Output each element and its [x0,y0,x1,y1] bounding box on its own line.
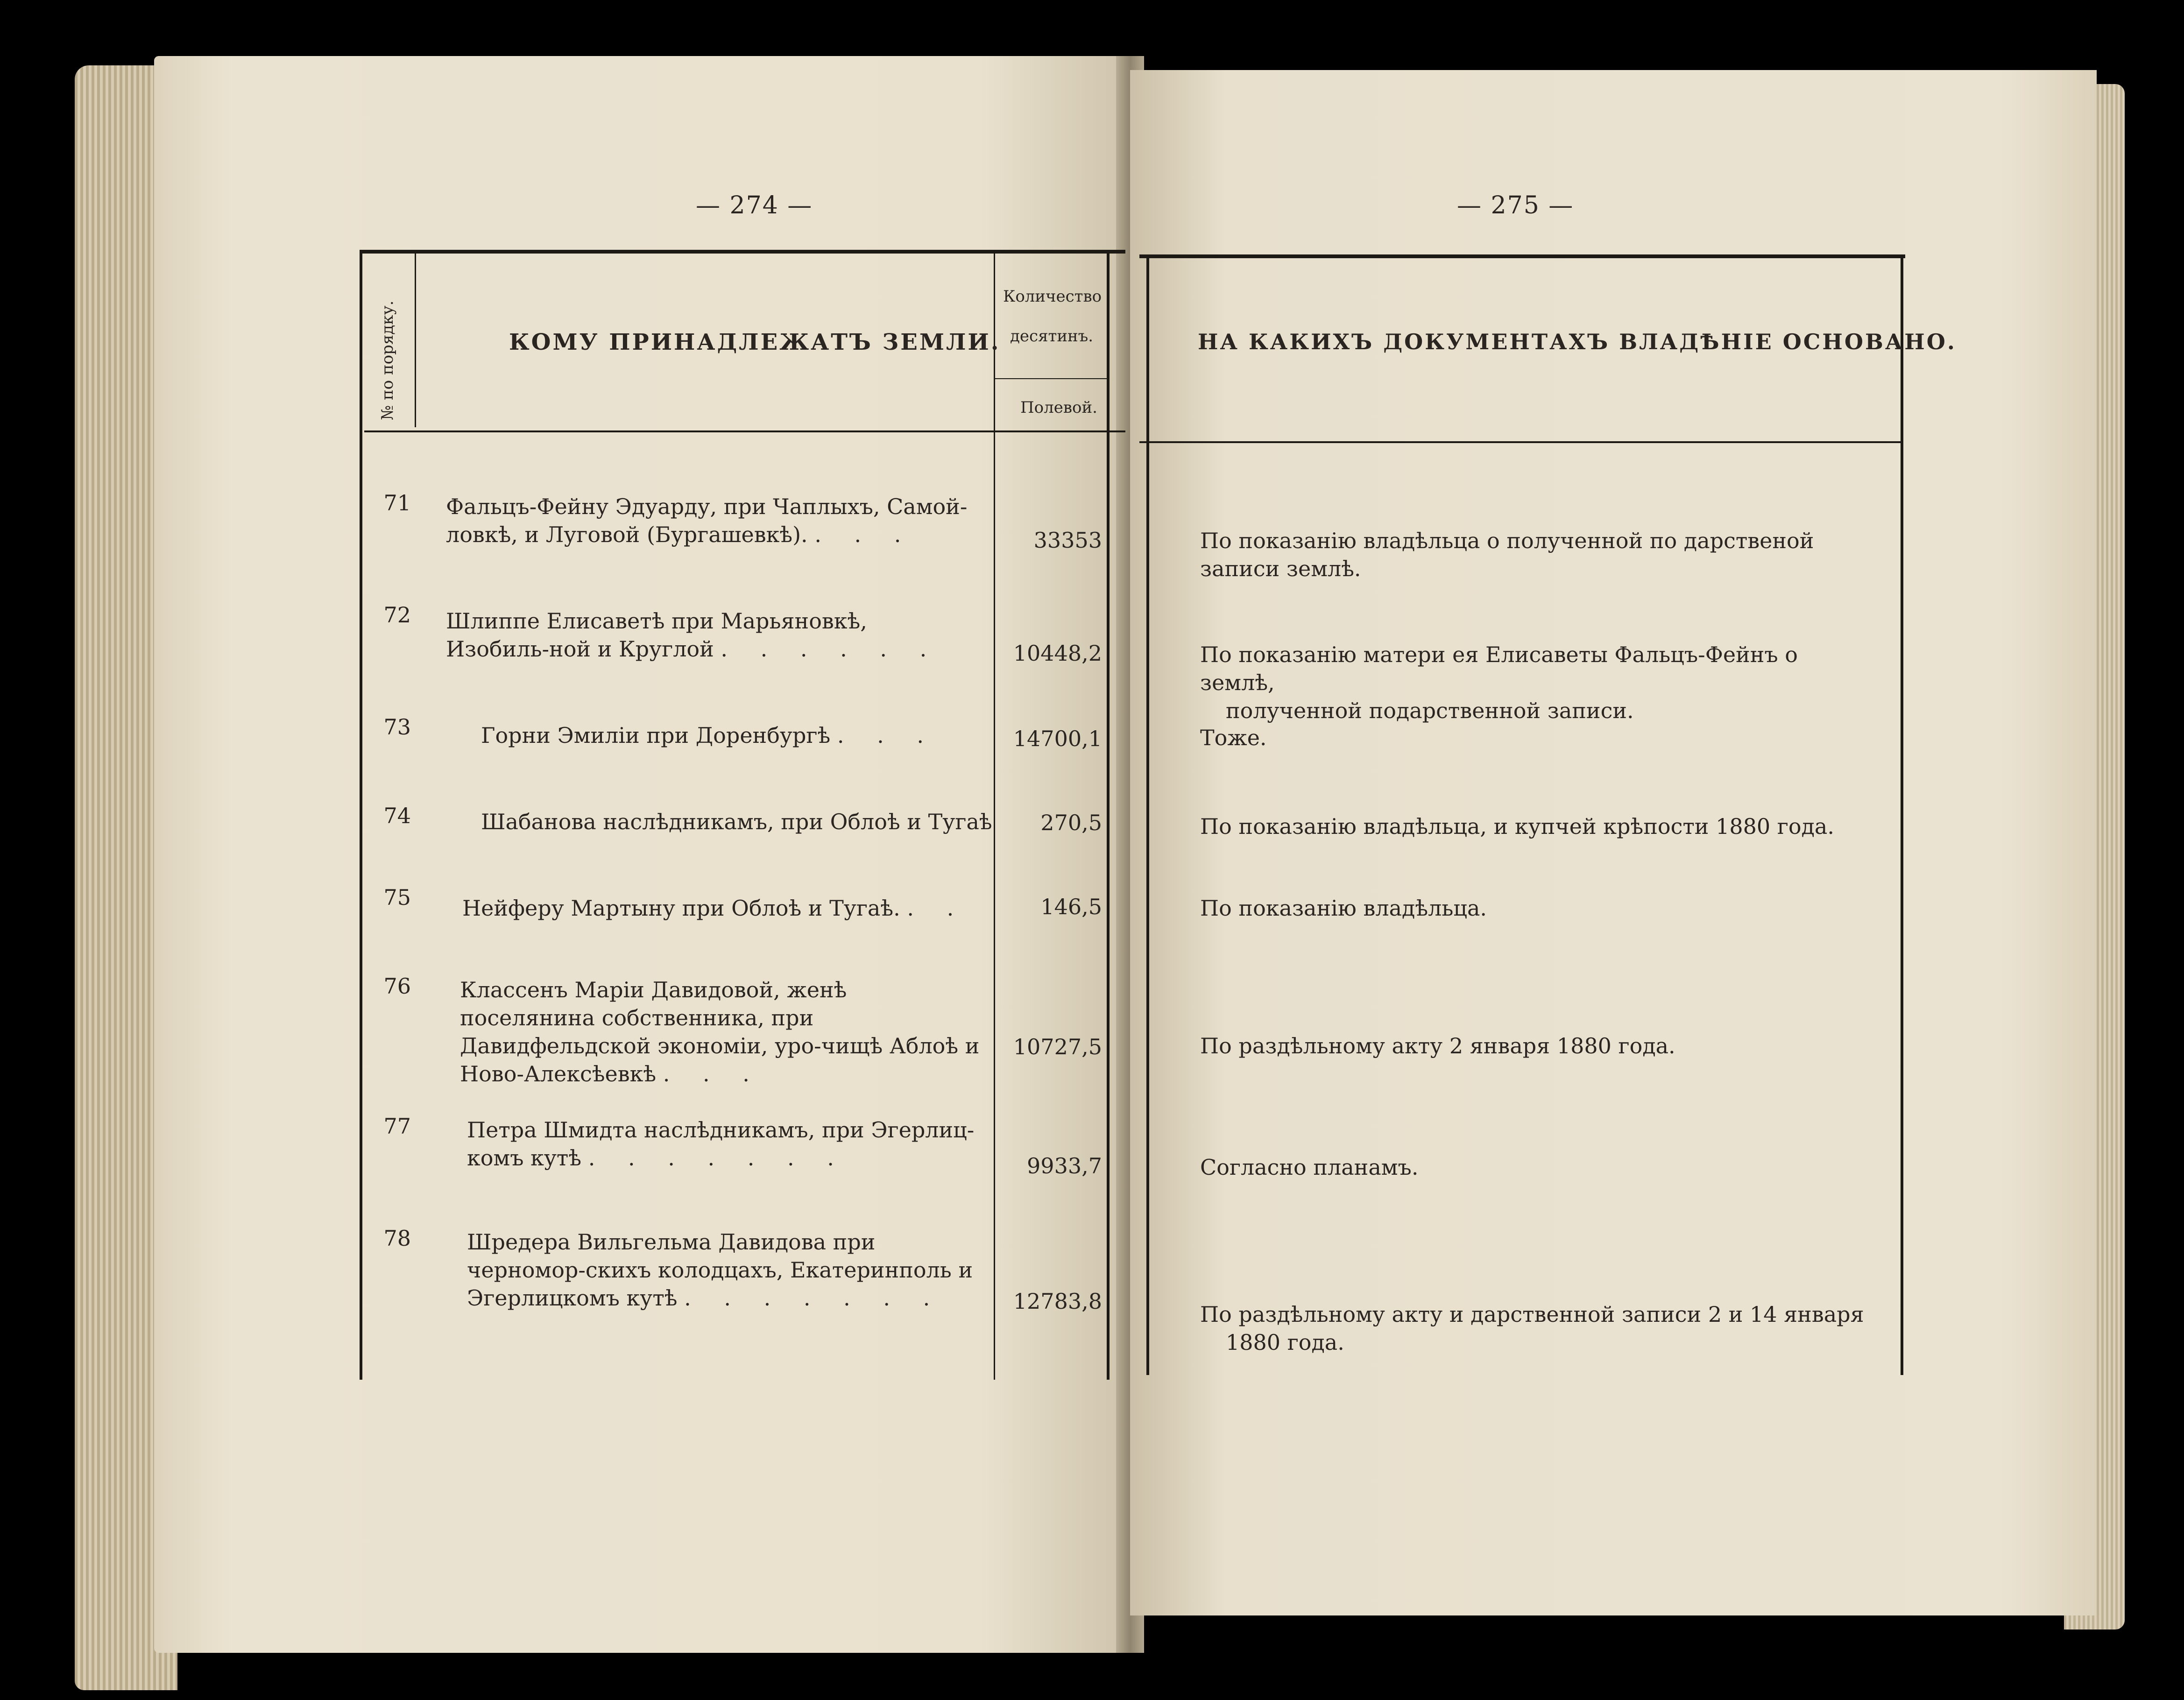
left-table-top-rule [360,250,1125,254]
row-number: 71 [383,490,411,515]
list-item: По раздѣльному акту и дарственной записи 2 и 14 января 1880 года. [1200,1302,1864,1355]
row-number: 72 [383,602,411,628]
order-number-header: № по порядку. [378,300,397,420]
right-table-right-rule [1901,254,1903,1375]
row-number: 78 [383,1226,411,1251]
left-table-left-rule [360,250,362,1380]
list-item: Согласно планамъ. [1200,1155,1419,1180]
right-header-rule [1139,441,1901,443]
left-header-rule [364,430,1125,432]
owner-name: Шредера Вильгельма Давидова при черномор-скихъ колодцахъ, Екатеринполь и Эгерлицкомъ кутѣ . . . . . . . [467,1229,973,1311]
area-value: 10448,2 [1013,641,1102,666]
owner-name: Фальцъ-Фейну Эдуарду, при Чаплыхъ, Самой-ловкѣ, и Луговой (Бургашевкѣ). . . . [446,494,968,547]
quantity-header-line2: десятинъ. [1010,327,1094,346]
list-item: По показанiю владѣльца о полученной по дарственой записи землѣ. [1200,528,1814,581]
field-subheader: Полевой. [1020,398,1097,417]
list-item: Тоже. [1200,725,1267,750]
area-value: 33353 [1033,528,1102,553]
owner-name: Шабанова наслѣдникамъ, при Облоѣ и Тугаѣ [481,809,992,834]
owner-name: Классенъ Марiи Давидовой, женѣ поселянина собственника, при Давидфельдской экономiи, уро-чищѣ Аблоѣ и Ново-Алексѣевкѣ . . . [460,977,980,1086]
right-page [1130,70,2097,1615]
area-value: 14700,1 [1013,726,1102,751]
left-page-number: — 274 — [696,191,813,219]
owner-name: Шлиппе Елисаветѣ при Марьяновкѣ, Изобиль-ной и Круглой . . . . . . [446,608,940,662]
left-page [154,56,1125,1653]
left-table-right-rule [1107,250,1110,1380]
left-order-column-rule [415,250,416,427]
right-table-top-rule [1139,254,1905,258]
list-item: По показанiю матери ея Елисаветы Фальцъ-Фейнъ о землѣ, полученной подарственной записи. [1200,642,1798,723]
row-number: 75 [383,885,411,910]
area-value: 146,5 [1040,894,1102,919]
row-number: 77 [383,1114,411,1139]
right-table-left-rule [1146,254,1149,1375]
row-number: 74 [383,803,411,828]
quantity-header-line1: Количество [1003,287,1102,306]
area-value: 270,5 [1040,810,1102,835]
owner-name: Петра Шмидта наслѣдникамъ, при Эгерлиц-комъ кутѣ . . . . . . . [467,1117,975,1171]
owner-name: Нейферу Мартыну при Облоѣ и Тугаѣ. . . [462,896,967,921]
documents-column-header: НА КАКИХЪ ДОКУМЕНТАХЪ ВЛАДѢНIЕ ОСНОВАНО. [1198,329,1957,354]
quantity-subheader-rule [994,378,1108,379]
area-value: 10727,5 [1013,1034,1102,1059]
right-page-number: — 275 — [1457,191,1574,219]
row-number: 76 [383,973,411,999]
list-item: По раздѣльному акту 2 января 1880 года. [1200,1033,1675,1058]
area-value: 12783,8 [1013,1289,1102,1314]
list-item: По показанiю владѣльца. [1200,896,1487,921]
owner-column-header: КОМУ ПРИНАДЛЕЖАТЪ ЗЕМЛИ. [509,329,1001,355]
list-item: По показанiю владѣльца, и купчей крѣпости 1880 года. [1200,814,1834,839]
owner-name: Горни Эмилiи при Доренбургѣ . . . [481,723,937,748]
area-value: 9933,7 [1027,1153,1102,1178]
row-number: 73 [383,714,411,740]
